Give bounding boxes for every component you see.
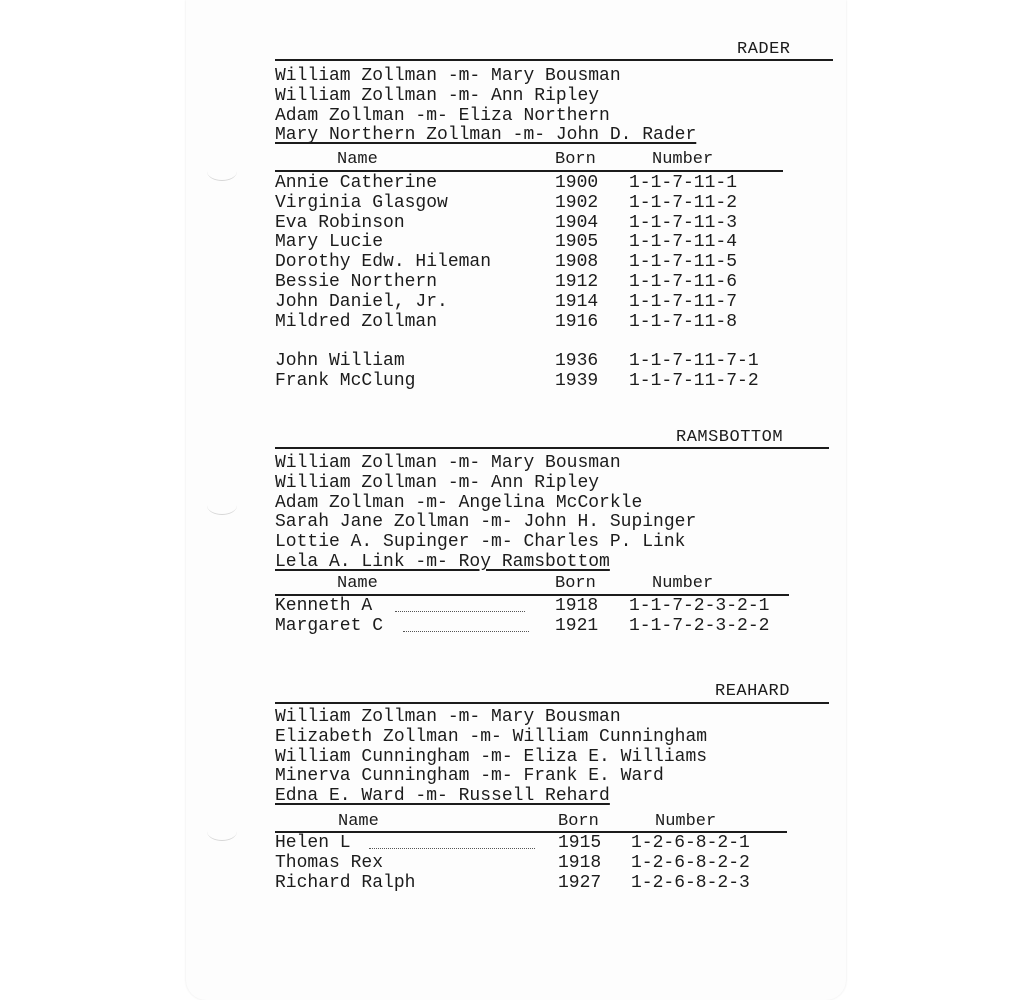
child-number: 1-1-7-11-1 [629, 173, 738, 193]
column-header-name: Name [337, 574, 378, 593]
grandchild-number: 1-1-7-11-7-1 [629, 351, 759, 372]
child-name: Virginia Glasgow [275, 192, 448, 213]
grandchild-number: 1-1-7-11-7-2 [629, 371, 759, 392]
lineage-line: William Zollman -m- Mary Bousman [275, 66, 621, 86]
child-born: 1902 [555, 192, 599, 213]
child-number: 1-2-6-8-2-1 [631, 833, 750, 853]
child-name: John Daniel, Jr. [275, 291, 448, 312]
child-name: Bessie Northern [275, 271, 438, 292]
grandchild-name: Frank McClung [275, 371, 416, 392]
child-born: 1916 [555, 311, 599, 332]
child-name: Dorothy Edw. Hileman [275, 252, 492, 273]
surname-rule [275, 59, 833, 61]
surname-heading: RAMSBOTTOM [676, 428, 784, 447]
lineage-line: Adam Zollman -m- Angelina McCorkle [275, 492, 643, 513]
lineage-line-parents: Lela A. Link -m- Roy Ramsbottom [275, 551, 610, 572]
lineage-list [275, 708, 707, 807]
child-number: 1-1-7-2-3-2-2 [629, 615, 770, 636]
binder-hole-bottom [207, 822, 237, 841]
child-name: Mildred Zollman [275, 311, 438, 332]
child-number: 1-1-7-11-2 [629, 192, 738, 213]
column-header-name: Name [337, 150, 378, 169]
name-fill-dots [369, 848, 535, 849]
child-name: Eva Robinson [275, 212, 405, 233]
child-born: 1914 [555, 291, 599, 312]
child-number: 1-1-7-11-4 [629, 232, 738, 253]
child-name: Annie Catherine [275, 173, 438, 193]
header-rule [275, 170, 783, 172]
column-header-number: Number [652, 150, 714, 169]
binder-hole-top [207, 162, 237, 181]
child-born: 1918 [558, 852, 602, 873]
child-born: 1908 [555, 252, 599, 273]
child-number: 1-1-7-11-3 [629, 212, 738, 233]
lineage-line-parents: Edna E. Ward -m- Russell Rehard [275, 786, 610, 807]
lineage-list [275, 454, 696, 573]
child-name: Mary Lucie [275, 232, 384, 253]
lineage-line: William Zollman -m- Mary Bousman [275, 707, 621, 727]
lineage-line: William Zollman -m- Mary Bousman [275, 453, 621, 473]
child-name: Thomas Rex [275, 852, 384, 873]
child-born: 1900 [555, 173, 599, 193]
child-number: 1-1-7-11-8 [629, 311, 738, 332]
lineage-line: William Zollman -m- Ann Ripley [275, 85, 600, 106]
surname-heading: RADER [737, 40, 791, 59]
lineage-line: Sarah Jane Zollman -m- John H. Supinger [275, 512, 697, 533]
lineage-line: Adam Zollman -m- Eliza Northern [275, 105, 610, 126]
child-born: 1918 [555, 596, 599, 616]
lineage-line: Minerva Cunningham -m- Frank E. Ward [275, 766, 664, 787]
child-born: 1912 [555, 271, 599, 292]
column-header-born: Born [558, 812, 599, 831]
surname-rule [275, 702, 829, 704]
child-name: Richard Ralph [275, 872, 416, 893]
lineage-line: William Zollman -m- Ann Ripley [275, 472, 600, 493]
lineage-line: Lottie A. Supinger -m- Charles P. Link [275, 532, 686, 553]
child-number: 1-1-7-2-3-2-1 [629, 596, 770, 616]
column-header-name: Name [338, 812, 379, 831]
lineage-line: William Cunningham -m- Eliza E. Williams [275, 746, 708, 767]
child-born: 1921 [555, 615, 599, 636]
name-fill-dots [395, 611, 525, 612]
child-born: 1915 [558, 833, 602, 853]
child-name: Margaret C [275, 615, 384, 636]
child-number: 1-1-7-11-6 [629, 271, 738, 292]
column-header-born: Born [555, 574, 596, 593]
grandchild-name: John William [275, 351, 405, 372]
child-born: 1905 [555, 232, 599, 253]
surname-heading: REAHARD [715, 682, 790, 701]
child-number: 1-1-7-11-7 [629, 291, 738, 312]
lineage-line-parents: Mary Northern Zollman -m- John D. Rader [275, 125, 697, 146]
grandchild-born: 1939 [555, 371, 599, 392]
child-number: 1-1-7-11-5 [629, 252, 738, 273]
child-born: 1904 [555, 212, 599, 233]
child-name: Helen L [275, 833, 351, 853]
grandchild-born: 1936 [555, 351, 599, 372]
child-number: 1-2-6-8-2-2 [631, 852, 750, 873]
child-name: Kenneth A [275, 596, 373, 616]
child-number: 1-2-6-8-2-3 [631, 872, 750, 893]
column-header-number: Number [652, 574, 714, 593]
surname-rule [275, 447, 829, 449]
column-header-number: Number [655, 812, 717, 831]
binder-hole-middle [207, 496, 237, 515]
child-born: 1927 [558, 872, 602, 893]
column-header-born: Born [555, 150, 596, 169]
lineage-line: Elizabeth Zollman -m- William Cunningham [275, 726, 708, 747]
name-fill-dots [403, 631, 529, 632]
lineage-list [275, 67, 696, 146]
